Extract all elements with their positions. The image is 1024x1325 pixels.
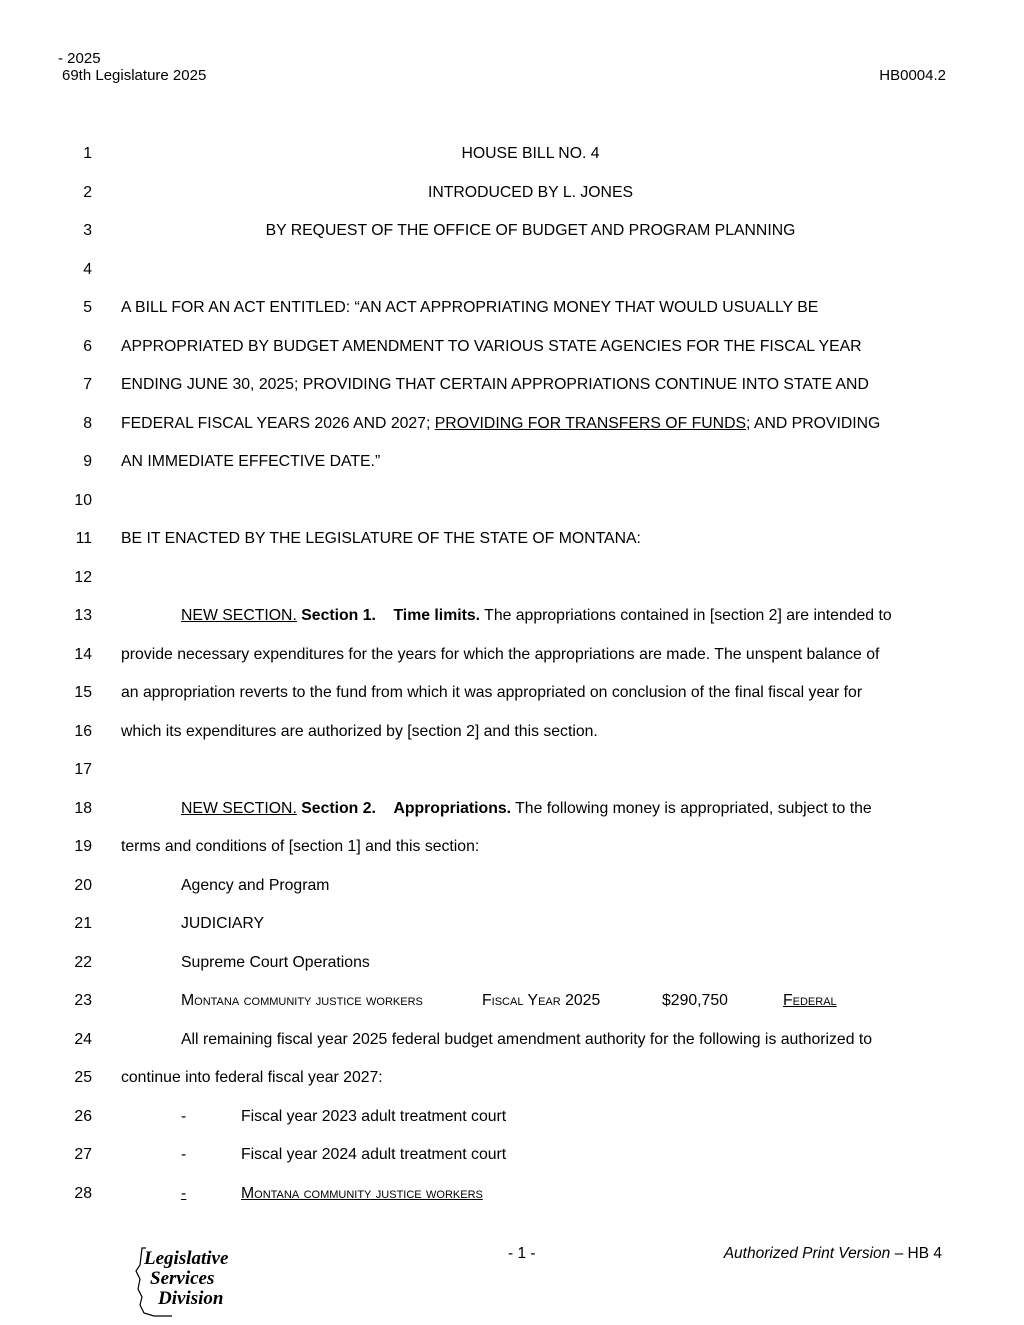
list-dash: - <box>181 1184 187 1202</box>
list-item-text: Fiscal year 2023 adult treatment court <box>241 1107 507 1125</box>
line-number: 12 <box>74 568 92 586</box>
line-number: 18 <box>74 799 92 817</box>
list-item-text: Montana community justice workers <box>241 1184 483 1202</box>
line-text: terms and conditions of [section 1] and this section: <box>121 838 480 855</box>
appropriation-program: Montana community justice workers <box>181 992 423 1009</box>
line-number: 4 <box>83 260 92 278</box>
line-number: 25 <box>74 1069 92 1086</box>
section-number: Section 2. <box>301 799 376 817</box>
line-number: 9 <box>83 453 92 470</box>
bill-line <box>0 713 1024 752</box>
bill-line <box>0 597 1024 636</box>
legislative-services-logo <box>132 1245 272 1320</box>
appropriation-amount-cell <box>656 982 783 1021</box>
line-number: 6 <box>83 337 92 355</box>
line-number: 1 <box>83 145 92 162</box>
line-number: 3 <box>83 222 92 239</box>
line-text: continue into federal fiscal year 2027: <box>121 1069 383 1086</box>
header-year-line: - 2025 <box>58 50 101 67</box>
bill-line <box>0 905 1024 944</box>
bill-line <box>0 174 1024 213</box>
line-text <box>121 405 940 444</box>
line-text: which its expenditures are authorized by [section 2] and this section. <box>121 722 598 740</box>
line-number: 17 <box>74 761 92 778</box>
line-number: 13 <box>74 607 92 624</box>
list-dash: - <box>181 1107 187 1125</box>
header-session: 69th Legislature 2025 <box>62 67 207 84</box>
header-bill-id: HB0004.2 <box>879 67 946 84</box>
table-heading: Agency and Program <box>181 876 330 894</box>
line-number: 16 <box>74 722 92 740</box>
appropriation-fund: Federal <box>783 992 837 1009</box>
program-name: Supreme Court Operations <box>181 953 370 971</box>
line-text: A BILL FOR AN ACT ENTITLED: “AN ACT APPROPRIATING MONEY THAT WOULD USUALLY BE <box>121 299 819 316</box>
line-text: an appropriation reverts to the fund from which it was appropriated on conclusion of the final fiscal year for <box>121 684 863 701</box>
line-number: 24 <box>74 1030 92 1048</box>
logo-text-legislative: Legislative <box>144 1248 229 1269</box>
bill-line <box>0 289 1024 328</box>
section-text: The appropriations contained in [section 2] are intended to <box>480 607 892 624</box>
bill-line <box>0 674 1024 713</box>
line-number: 10 <box>74 491 92 509</box>
appropriation-fiscal-year: Fiscal Year 2025 <box>482 992 601 1009</box>
line-number: 8 <box>83 414 92 432</box>
bill-line <box>0 212 1024 251</box>
new-section-label: NEW SECTION. <box>181 799 297 817</box>
section-title: Time limits. <box>393 607 481 624</box>
line-number: 28 <box>74 1184 92 1202</box>
appropriation-amount: $290,750 <box>662 992 728 1009</box>
bill-line <box>0 636 1024 675</box>
page-number: - 1 - <box>508 1245 536 1262</box>
list-item-text: Fiscal year 2024 adult treatment court <box>241 1146 507 1163</box>
bill-line <box>0 135 1024 174</box>
agency-name: JUDICIARY <box>181 915 265 932</box>
line-text-part: FEDERAL FISCAL YEARS 2026 AND 2027; <box>121 414 435 432</box>
bill-body <box>0 135 1024 1213</box>
list-item <box>0 1136 1024 1175</box>
line-number: 2 <box>83 183 92 201</box>
bill-sponsor: INTRODUCED BY L. JONES <box>427 183 634 201</box>
bill-line <box>0 828 1024 867</box>
line-text: ENDING JUNE 30, 2025; PROVIDING THAT CERTAIN APPROPRIATIONS CONTINUE INTO STATE AND <box>121 376 869 393</box>
section-text: The following money is appropriated, subject to the <box>511 799 872 817</box>
bill-line <box>0 1059 1024 1098</box>
bill-line <box>0 251 1024 290</box>
logo-text-services: Services <box>150 1268 215 1289</box>
bill-line <box>0 751 1024 790</box>
bill-line <box>0 482 1024 521</box>
print-version-label: Authorized Print Version <box>723 1245 891 1262</box>
bill-line <box>0 790 1024 829</box>
print-version <box>724 1245 942 1263</box>
list-item <box>0 1098 1024 1137</box>
bill-line <box>0 405 1024 444</box>
section-2-heading <box>121 790 940 829</box>
appropriation-row <box>0 982 1024 1021</box>
bill-line <box>0 559 1024 598</box>
bill-request: BY REQUEST OF THE OFFICE OF BUDGET AND PROGRAM PLANNING <box>265 222 796 239</box>
bill-line <box>0 1021 1024 1060</box>
line-number: 5 <box>83 299 92 316</box>
amendment-insert: PROVIDING FOR TRANSFERS OF FUNDS; <box>434 414 751 432</box>
line-number: 7 <box>83 376 92 393</box>
line-number: 20 <box>74 876 92 894</box>
section-1-heading <box>121 597 940 636</box>
section-number: Section 1. <box>301 607 376 624</box>
list-dash: - <box>181 1146 187 1163</box>
line-text: APPROPRIATED BY BUDGET AMENDMENT TO VARIOUS STATE AGENCIES FOR THE FISCAL YEAR <box>121 337 862 355</box>
bill-line <box>0 443 1024 482</box>
list-item <box>0 1175 1024 1214</box>
bill-line <box>0 867 1024 906</box>
print-version-bill: – HB 4 <box>890 1245 942 1262</box>
line-number: 11 <box>75 530 92 547</box>
line-number: 27 <box>74 1146 92 1163</box>
line-number: 14 <box>74 645 92 663</box>
line-text: provide necessary expenditures for the years for which the appropriations are made. The unspent balance of <box>121 645 880 663</box>
new-section-label: NEW SECTION. <box>181 607 297 624</box>
line-text: AN IMMEDIATE EFFECTIVE DATE.” <box>121 453 381 470</box>
line-text-part: AND PROVIDING <box>750 414 881 432</box>
bill-line <box>0 944 1024 983</box>
line-number: 15 <box>74 684 92 701</box>
section-title: Appropriations. <box>393 799 512 817</box>
line-number: 21 <box>74 915 92 932</box>
bill-line <box>0 366 1024 405</box>
bill-line <box>0 520 1024 559</box>
bill-line <box>0 328 1024 367</box>
line-number: 26 <box>74 1107 92 1125</box>
line-text: All remaining fiscal year 2025 federal budget amendment authority for the following is authorized to <box>181 1030 873 1048</box>
bill-title: HOUSE BILL NO. 4 <box>461 145 600 162</box>
line-number: 23 <box>74 992 92 1009</box>
line-number: 22 <box>74 953 92 971</box>
logo-text-division: Division <box>158 1288 224 1309</box>
enacting-clause: BE IT ENACTED BY THE LEGISLATURE OF THE STATE OF MONTANA: <box>121 530 641 547</box>
line-number: 19 <box>74 838 92 855</box>
